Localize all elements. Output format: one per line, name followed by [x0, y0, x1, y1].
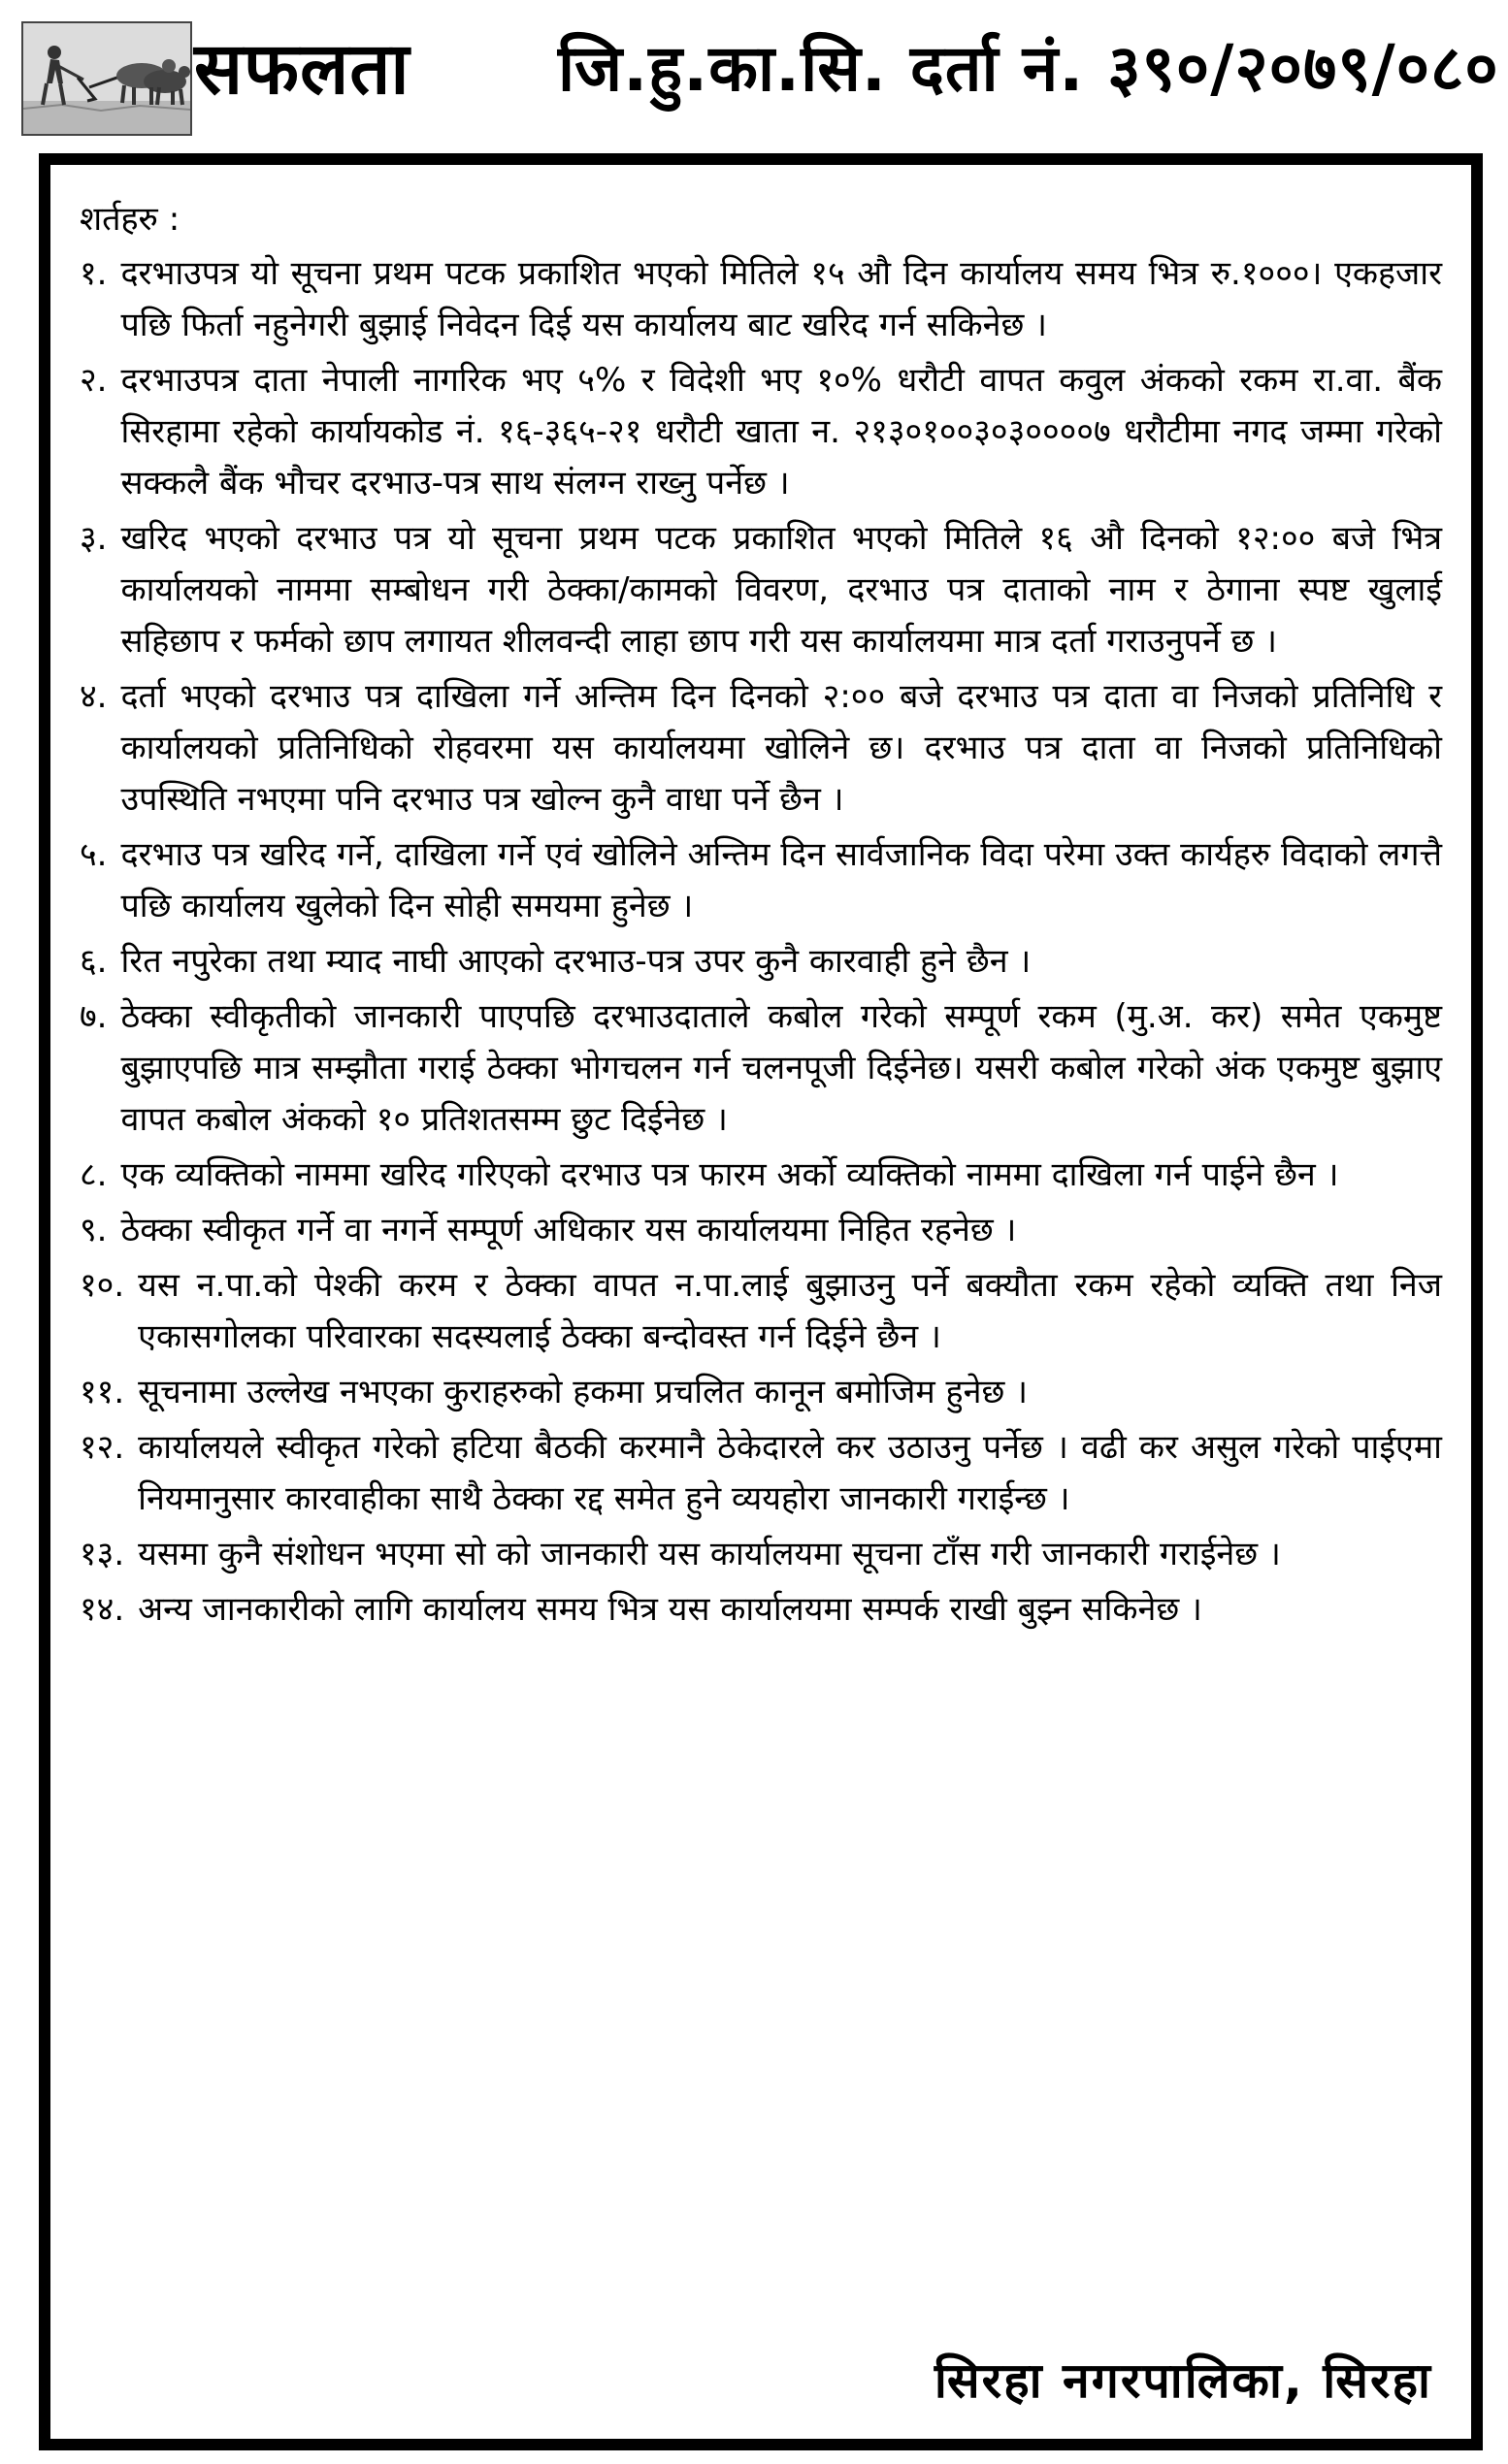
- term-number: १२.: [80, 1428, 125, 1467]
- term-number: ४.: [80, 677, 108, 716]
- term-item: [80, 936, 1442, 988]
- term-number: ११.: [80, 1373, 125, 1411]
- term-number: ६.: [80, 942, 108, 981]
- term-text: ठेक्का स्वीकृत गर्ने वा नगर्ने सम्पूर्ण अधिकार यस कार्यालयमा निहित रहनेछ ।: [120, 1211, 1017, 1249]
- term-item: [80, 1260, 1442, 1363]
- issuer-signature: सिरहा नगरपालिका, सिरहा: [934, 2352, 1432, 2409]
- term-text: यस न.पा.को पेश्की करम र ठेक्का वापत न.पा.लाई बुझाउनु पर्ने बक्यौता रकम रहेको व्यक्ति तथा निज एकासगोलका परिवारका सदस्यलाई ठेक्का बन्दोवस्त गर्न दिईने छैन ।: [138, 1266, 1442, 1356]
- term-text: दर्ता भएको दरभाउ पत्र दाखिला गर्ने अन्तिम दिन दिनको २:०० बजे दरभाउ पत्र दाता वा निजको प्रतिनिधि र कार्यालयको प्रतिनिधिको रोहवरमा यस कार्यालयमा खोलिने छ। दरभाउ पत्र दाता वा निजको प्रतिनिधिको उपस्थिति नभएमा पनि दरभाउ पत्र खोल्न कुनै वाधा पर्ने छैन ।: [120, 677, 1442, 819]
- term-text: सूचनामा उल्लेख नभएका कुराहरुको हकमा प्रचलित कानून बमोजिम हुनेछ ।: [138, 1373, 1028, 1411]
- term-text: ठेक्का स्वीकृतीको जानकारी पाएपछि दरभाउदाताले कबोल गरेको सम्पूर्ण रकम (मु.अ. कर) समेत एकमुष्ट बुझाएपछि मात्र सम्झौता गराई ठेक्का भोगचलन गर्न चलनपूजी दिईनेछ। यसरी कबोल गरेको अंक एकमुष्ट बुझाए वापत कबोल अंकको १० प्रतिशतसम्म छुट दिईनेछ ।: [120, 997, 1442, 1139]
- term-text: यसमा कुनै संशोधन भएमा सो को जानकारी यस कार्यालयमा सूचना टाँस गरी जानकारी गराईनेछ ।: [138, 1535, 1281, 1573]
- notice-frame: [39, 153, 1483, 2450]
- term-number: ९.: [80, 1211, 108, 1249]
- term-item: [80, 991, 1442, 1146]
- term-text: दरभाउपत्र यो सूचना प्रथम पटक प्रकाशित भएको मितिले १५ औ दिन कार्यालय समय भित्र रु.१०००। एकहजार पछि फिर्ता नहुनेगरी बुझाई निवेदन दिई यस कार्यालय बाट खरिद गर्न सकिनेछ ।: [120, 254, 1442, 344]
- term-text: कार्यालयले स्वीकृत गरेको हटिया बैठकी करमानै ठेकेदारले कर उठाउनु पर्नेछ । वढी कर असुल गरेको पाईएमा नियमानुसार कारवाहीका साथै ठेक्का रद्द समेत हुने व्ययहोरा जानकारी गराईन्छ ।: [138, 1428, 1442, 1518]
- term-item: [80, 1584, 1442, 1636]
- term-item: [80, 355, 1442, 509]
- term-number: १०.: [80, 1266, 125, 1305]
- farmer-ploughing-with-oxen-icon: [23, 23, 190, 134]
- masthead: [0, 0, 1508, 155]
- term-text: एक व्यक्तिको नाममा खरिद गरिएको दरभाउ पत्र फारम अर्को व्यक्तिको नाममा दाखिला गर्न पाईने छैन ।: [120, 1155, 1339, 1194]
- terms-heading: शर्तहरु :: [80, 200, 180, 239]
- term-item: [80, 1529, 1442, 1580]
- term-item: [80, 1367, 1442, 1418]
- term-text: रित नपुरेका तथा म्याद नाघी आएको दरभाउ-पत्र उपर कुनै कारवाही हुने छैन ।: [120, 942, 1032, 981]
- term-text: दरभाउपत्र दाता नेपाली नागरिक भए ५% र विदेशी भए १०% धरौटी वापत कवुल अंकको रकम रा.वा. बैंक सिरहामा रहेको कार्यायकोड नं. १६-३६५-२१ धरौटी खाता न. २१३०१००३०३००००७ धरौटीमा नगद जम्मा गरेको सक्कलै बैंक भौचर दरभाउ-पत्र साथ संलग्न राख्नु पर्नेछ ।: [120, 361, 1442, 503]
- term-item: [80, 1205, 1442, 1256]
- term-number: ८.: [80, 1155, 108, 1194]
- term-number: १३.: [80, 1535, 125, 1573]
- term-number: १.: [80, 254, 108, 293]
- term-text: दरभाउ पत्र खरिद गर्ने, दाखिला गर्ने एवं खोलिने अन्तिम दिन सार्वजानिक विदा परेमा उक्त कार्यहरु विदाको लगत्तै पछि कार्यालय खुलेको दिन सोही समयमा हुनेछ ।: [120, 835, 1442, 925]
- term-item: [80, 829, 1442, 932]
- term-text: खरिद भएको दरभाउ पत्र यो सूचना प्रथम पटक प्रकाशित भएको मितिले १६ औ दिनको १२:०० बजे भित्र कार्यालयको नाममा सम्बोधन गरी ठेक्का/कामको विवरण, दरभाउ पत्र दाताको नाम र ठेगाना स्पष्ट खुलाई सहिछाप र फर्मको छाप लगायत शीलवन्दी लाहा छाप गरी यस कार्यालयमा मात्र दर्ता गराउनुपर्ने छ ।: [120, 519, 1442, 661]
- term-item: [80, 671, 1442, 826]
- notice-content: [80, 194, 1442, 1639]
- term-number: ५.: [80, 835, 108, 874]
- term-item: [80, 1150, 1442, 1201]
- term-item: [80, 1422, 1442, 1525]
- newspaper-brand: सफलता: [194, 27, 410, 111]
- term-text: अन्य जानकारीको लागि कार्यालय समय भित्र यस कार्यालयमा सम्पर्क राखी बुझ्न सकिनेछ ।: [138, 1590, 1202, 1629]
- term-item: [80, 513, 1442, 667]
- term-number: ३.: [80, 519, 108, 558]
- logo: [21, 21, 192, 136]
- registration-number: जि.हु.का.सि. दर्ता नं. ३९०/२०७९/०८०: [558, 31, 1499, 106]
- term-number: १४.: [80, 1590, 125, 1629]
- term-item: [80, 248, 1442, 351]
- term-number: २.: [80, 361, 108, 400]
- term-number: ७.: [80, 997, 108, 1036]
